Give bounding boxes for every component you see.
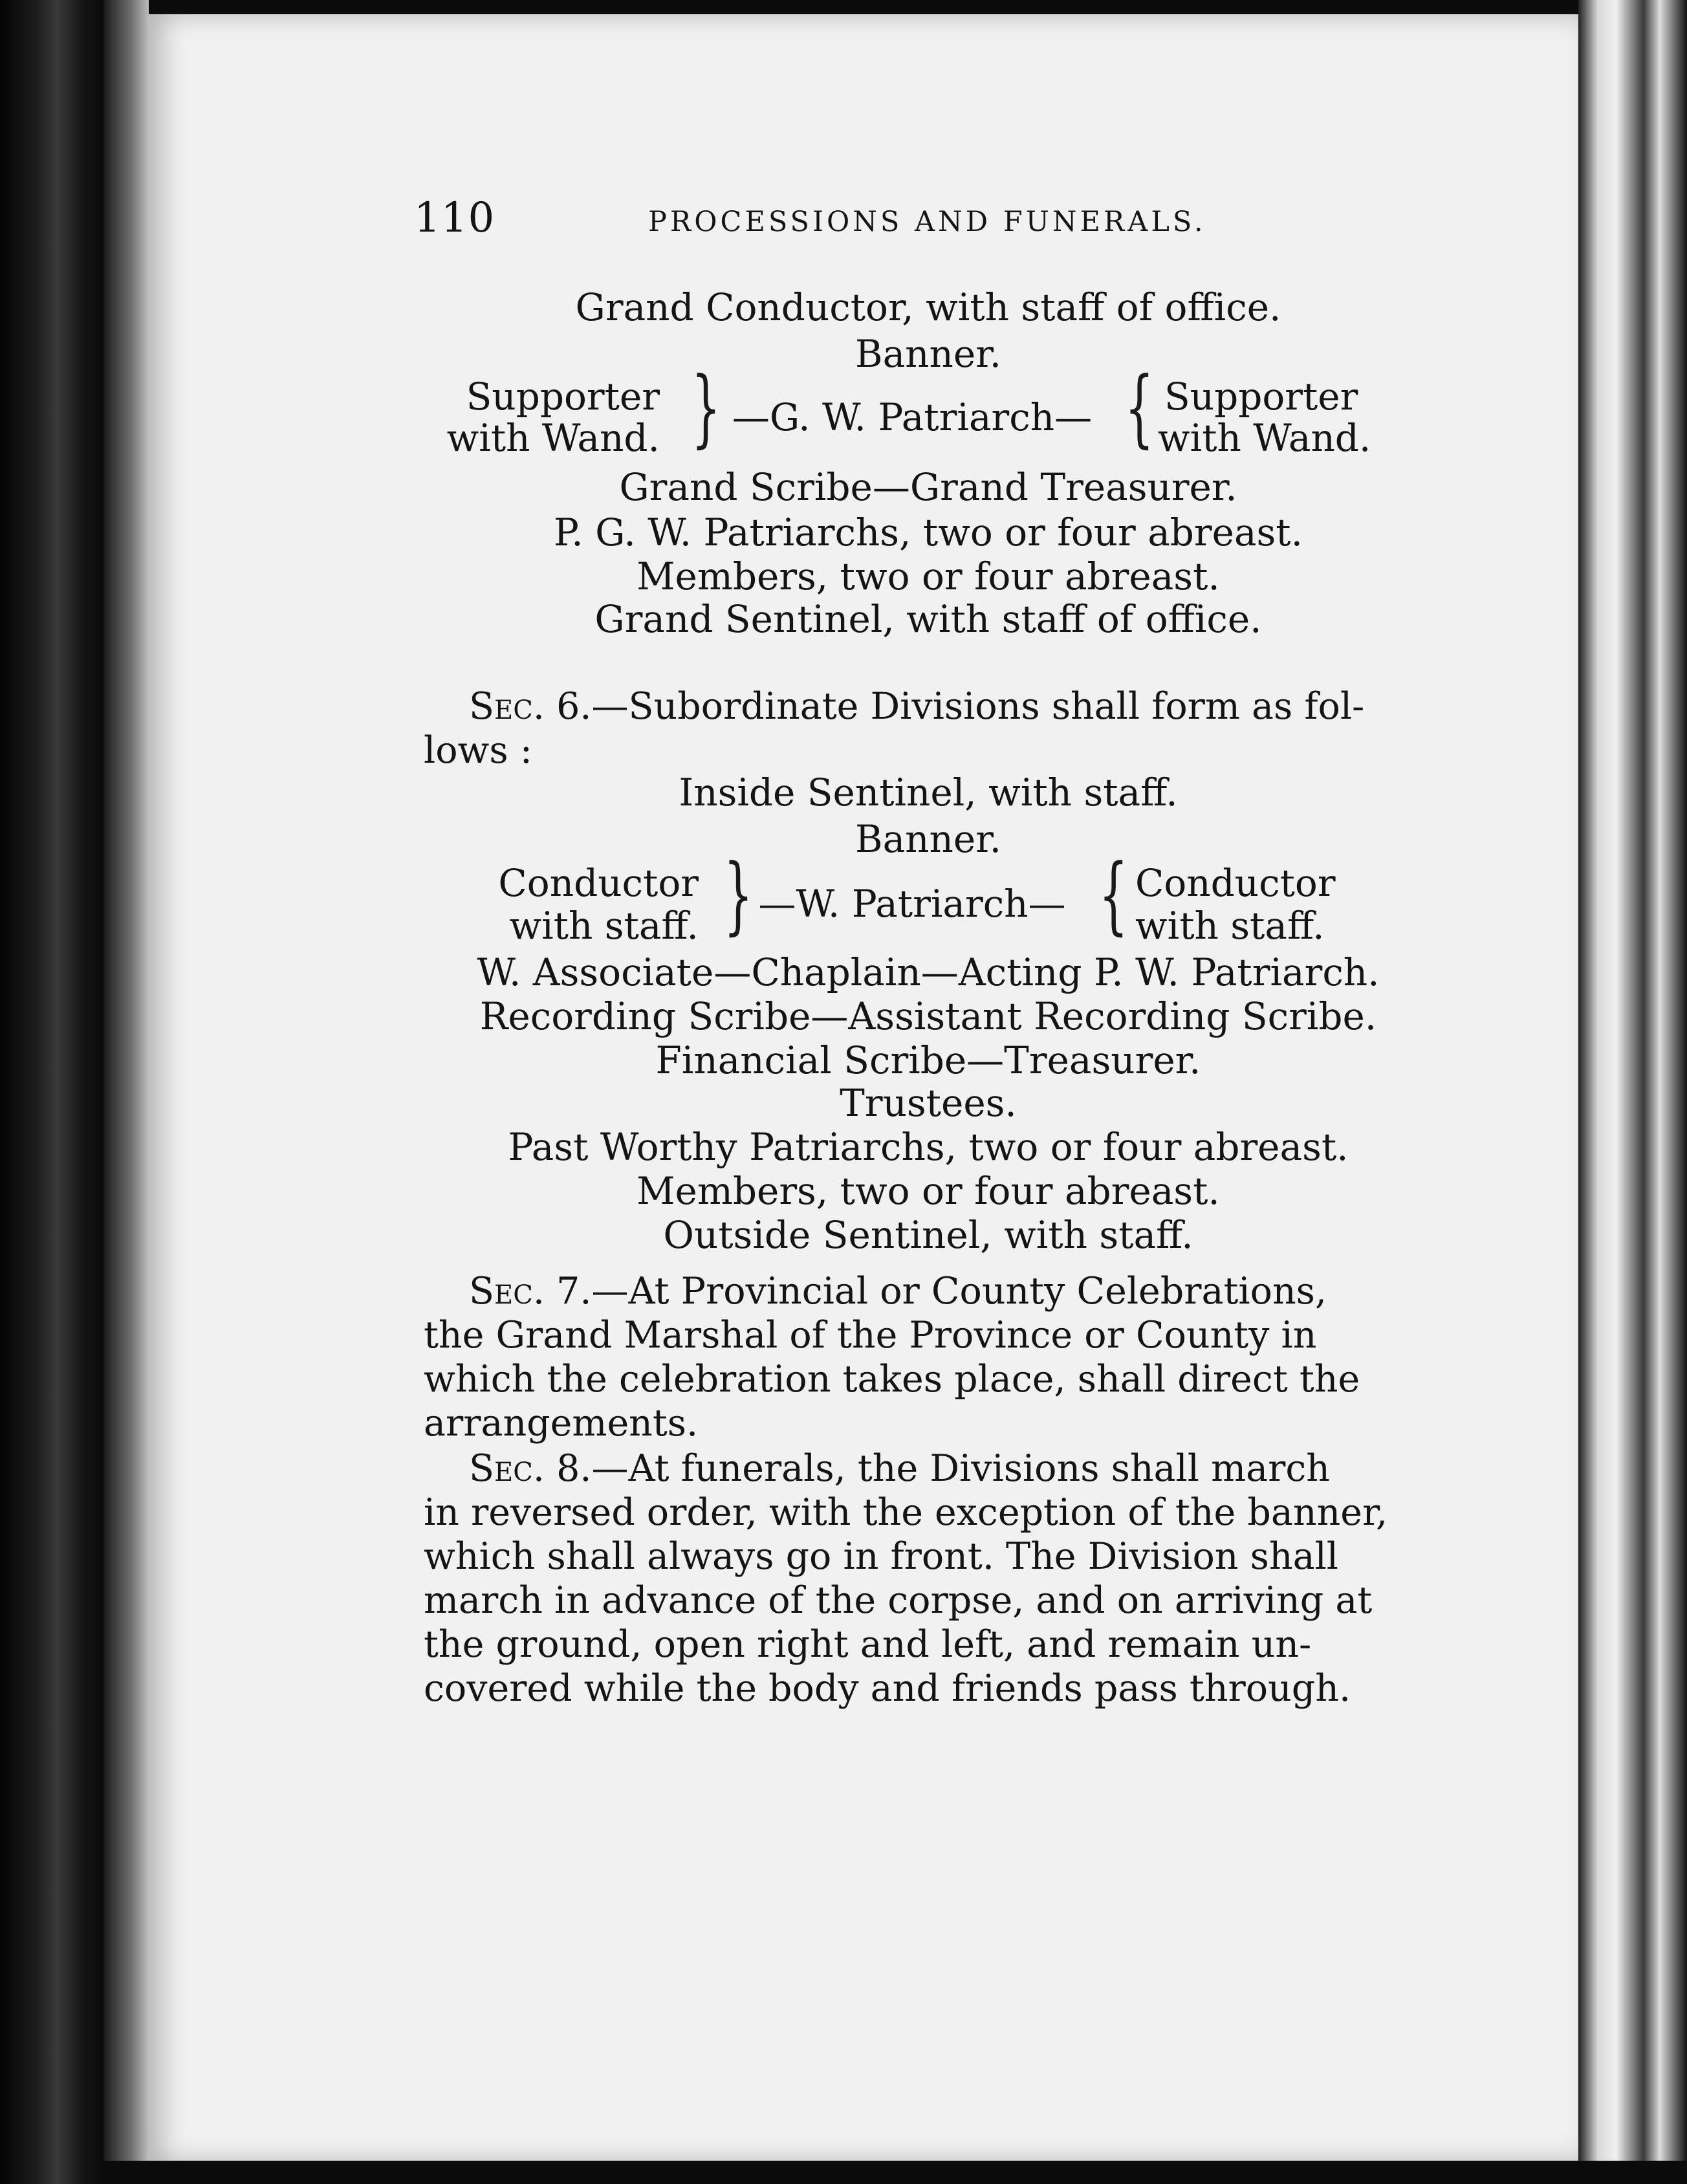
grand-conductor-line: Grand Conductor, with staff of office. bbox=[575, 285, 1281, 329]
trustees-line: Trustees. bbox=[840, 1081, 1017, 1125]
sec7-paragraph bbox=[424, 1269, 1430, 1313]
sec8-line5: the ground, open right and left, and remain un- bbox=[424, 1623, 1312, 1666]
page-number: 110 bbox=[414, 194, 495, 242]
sec7-line4: arrangements. bbox=[424, 1402, 699, 1445]
right-brace: { bbox=[1124, 358, 1155, 457]
sec6-text-line1: —Subordinate Divisions shall form as fol- bbox=[591, 685, 1365, 728]
sec8-line1: Sec. 8.—At funerals, the Divisions shall march bbox=[469, 1447, 1331, 1490]
book-spine bbox=[0, 0, 103, 2184]
grand-banner-line: Banner. bbox=[854, 332, 1002, 376]
sec8-line4: march in advance of the corpse, and on arriving at bbox=[424, 1579, 1373, 1622]
past-worthy-patriarchs-line: Past Worthy Patriarchs, two or four abreast. bbox=[508, 1125, 1349, 1169]
w-patriarch-center: —W. Patriarch— bbox=[758, 882, 1066, 926]
subordinate-banner-line: Banner. bbox=[854, 817, 1002, 861]
grand-patriarch-center: —G. W. Patriarch— bbox=[732, 395, 1093, 439]
page-header bbox=[414, 194, 1210, 252]
sec7-line2: the Grand Marshal of the Province or County in bbox=[424, 1314, 1317, 1357]
sec7-line1: Sec. 7.—At Provincial or County Celebrations, bbox=[469, 1270, 1327, 1313]
sec8-line3: which shall always go in front. The Division shall bbox=[424, 1535, 1339, 1578]
left-supporter-line2: with Wand. bbox=[446, 416, 660, 460]
facing-page-edge bbox=[1578, 0, 1687, 2184]
running-head: PROCESSIONS AND FUNERALS. bbox=[648, 206, 1206, 238]
left-brace: } bbox=[723, 846, 754, 944]
outside-sentinel-line: Outside Sentinel, with staff. bbox=[663, 1213, 1193, 1257]
sec8-line6: covered while the body and friends pass through. bbox=[424, 1667, 1351, 1710]
sec6-label: Sec. 6. bbox=[469, 685, 592, 728]
sec6-text-line2: lows : bbox=[424, 729, 532, 772]
left-conductor-line2: with staff. bbox=[509, 904, 699, 948]
sec7-paragraph-cont bbox=[424, 1313, 1430, 1445]
pgw-patriarchs-line: P. G. W. Patriarchs, two or four abreast. bbox=[553, 510, 1303, 554]
inside-sentinel-line: Inside Sentinel, with staff. bbox=[679, 770, 1178, 814]
associate-chaplain-line: W. Associate—Chaplain—Acting P. W. Patriarch. bbox=[477, 950, 1380, 994]
left-conductor-line1: Conductor bbox=[498, 861, 699, 905]
sec8-paragraph-cont bbox=[424, 1491, 1430, 1710]
recording-scribe-line: Recording Scribe—Assistant Recording Scribe. bbox=[479, 994, 1377, 1038]
sec8-paragraph bbox=[424, 1447, 1430, 1491]
right-brace: { bbox=[1098, 846, 1129, 944]
right-supporter-line1: Supporter bbox=[1164, 375, 1358, 419]
left-supporter-line1: Supporter bbox=[466, 375, 660, 419]
right-conductor-line1: Conductor bbox=[1135, 861, 1336, 905]
sec7-label: Sec. 7. bbox=[469, 1270, 592, 1313]
right-supporter-line2: with Wand. bbox=[1158, 416, 1371, 460]
sec6-paragraph-cont bbox=[424, 728, 1430, 772]
sec8-label: Sec. 8. bbox=[469, 1447, 592, 1490]
grand-scribe-treasurer-line: Grand Scribe—Grand Treasurer. bbox=[619, 465, 1237, 509]
sec6-paragraph bbox=[424, 684, 1430, 728]
subordinate-members-line: Members, two or four abreast. bbox=[637, 1169, 1220, 1213]
grand-sentinel-line: Grand Sentinel, with staff of office. bbox=[594, 597, 1262, 641]
scan-bottom-border bbox=[103, 2161, 1687, 2184]
left-brace: } bbox=[691, 358, 721, 457]
right-conductor-line2: with staff. bbox=[1135, 904, 1325, 948]
sec7-line3: which the celebration takes place, shall direct the bbox=[424, 1358, 1360, 1401]
financial-scribe-line: Financial Scribe—Treasurer. bbox=[655, 1038, 1201, 1082]
sec8-line2: in reversed order, with the exception of the banner, bbox=[424, 1491, 1388, 1534]
grand-members-line: Members, two or four abreast. bbox=[637, 554, 1220, 598]
page-gutter bbox=[103, 0, 149, 2184]
